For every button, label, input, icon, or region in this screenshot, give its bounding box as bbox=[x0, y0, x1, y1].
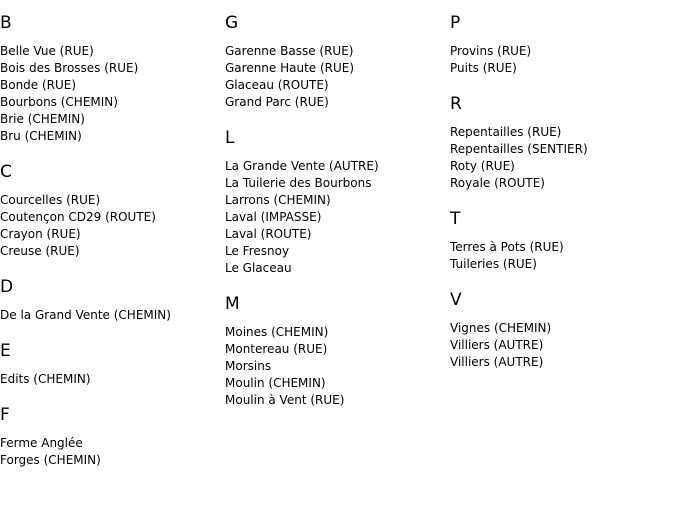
letter-heading: V bbox=[450, 290, 462, 310]
letter-heading: E bbox=[0, 341, 11, 361]
letter-heading: L bbox=[225, 128, 235, 148]
street-link[interactable]: Bourbons (CHEMIN) bbox=[0, 95, 118, 109]
street-list bbox=[0, 307, 225, 324]
letter-heading: F bbox=[0, 405, 10, 425]
street-list bbox=[450, 43, 675, 77]
street-link[interactable]: Vignes (CHEMIN) bbox=[450, 321, 552, 335]
street-link[interactable]: Royale (ROUTE) bbox=[450, 176, 545, 190]
street-link[interactable]: Moines (CHEMIN) bbox=[225, 325, 329, 339]
letter-group-p bbox=[450, 13, 675, 77]
letter-heading: M bbox=[225, 294, 240, 314]
letter-heading: P bbox=[450, 13, 461, 33]
street-link[interactable]: Villiers (AUTRE) bbox=[450, 338, 544, 352]
street-link[interactable]: Provins (RUE) bbox=[450, 44, 532, 58]
letter-group-d bbox=[0, 277, 225, 324]
street-link[interactable]: Le Fresnoy bbox=[225, 244, 290, 258]
letter-heading: T bbox=[450, 209, 461, 229]
street-link[interactable]: Grand Parc (RUE) bbox=[225, 95, 329, 109]
letter-group-g bbox=[225, 13, 450, 111]
letter-group-r bbox=[450, 94, 675, 192]
street-link[interactable]: Brie (CHEMIN) bbox=[0, 112, 85, 126]
street-link[interactable]: Crayon (RUE) bbox=[0, 227, 81, 241]
street-list bbox=[450, 124, 675, 192]
street-link[interactable]: Terres à Pots (RUE) bbox=[450, 240, 564, 254]
street-list bbox=[0, 43, 225, 145]
street-link[interactable]: Creuse (RUE) bbox=[0, 244, 80, 258]
street-link[interactable]: Repentailles (RUE) bbox=[450, 125, 562, 139]
letter-heading: R bbox=[450, 94, 462, 114]
letter-group-b bbox=[0, 13, 225, 145]
street-list bbox=[225, 158, 450, 277]
street-link[interactable]: Morsins bbox=[225, 359, 272, 373]
letter-group-l bbox=[225, 128, 450, 277]
street-link[interactable]: Courcelles (RUE) bbox=[0, 193, 101, 207]
street-index-column-1 bbox=[0, 0, 225, 469]
street-link[interactable]: De la Grand Vente (CHEMIN) bbox=[0, 308, 171, 322]
letter-group-v bbox=[450, 290, 675, 371]
letter-group-e bbox=[0, 341, 225, 388]
street-link[interactable]: Moulin à Vent (RUE) bbox=[225, 393, 345, 407]
street-link[interactable]: Garenne Basse (RUE) bbox=[225, 44, 354, 58]
street-link[interactable]: Montereau (RUE) bbox=[225, 342, 328, 356]
street-link[interactable]: Repentailles (SENTIER) bbox=[450, 142, 588, 156]
street-list bbox=[0, 192, 225, 260]
letter-heading: G bbox=[225, 13, 239, 33]
letter-group-t bbox=[450, 209, 675, 273]
street-link[interactable]: Belle Vue (RUE) bbox=[0, 44, 94, 58]
street-link[interactable]: Edits (CHEMIN) bbox=[0, 372, 91, 386]
letter-heading: B bbox=[0, 13, 12, 33]
street-link[interactable]: Puits (RUE) bbox=[450, 61, 517, 75]
letter-group-f bbox=[0, 405, 225, 469]
street-link[interactable]: Le Glaceau bbox=[225, 261, 292, 275]
street-link[interactable]: Forges (CHEMIN) bbox=[0, 453, 101, 467]
street-link[interactable]: Laval (IMPASSE) bbox=[225, 210, 322, 224]
street-link[interactable]: Moulin (CHEMIN) bbox=[225, 376, 326, 390]
street-link[interactable]: Bru (CHEMIN) bbox=[0, 129, 82, 143]
street-list bbox=[0, 371, 225, 388]
street-link[interactable]: Roty (RUE) bbox=[450, 159, 515, 173]
street-link[interactable]: Larrons (CHEMIN) bbox=[225, 193, 331, 207]
letter-heading: D bbox=[0, 277, 14, 297]
street-index-column-3 bbox=[450, 0, 675, 371]
street-link[interactable]: La Tuilerie des Bourbons bbox=[225, 176, 372, 190]
letter-group-c bbox=[0, 162, 225, 260]
street-link[interactable]: Garenne Haute (RUE) bbox=[225, 61, 355, 75]
street-link[interactable]: Villiers (AUTRE) bbox=[450, 355, 544, 369]
street-link[interactable]: Tuileries (RUE) bbox=[450, 257, 537, 271]
street-list bbox=[450, 320, 675, 371]
street-link[interactable]: Coutençon CD29 (ROUTE) bbox=[0, 210, 156, 224]
street-list bbox=[225, 43, 450, 111]
letter-heading: C bbox=[0, 162, 12, 182]
street-link[interactable]: Laval (ROUTE) bbox=[225, 227, 312, 241]
street-link[interactable]: La Grande Vente (AUTRE) bbox=[225, 159, 379, 173]
street-list bbox=[450, 239, 675, 273]
street-index-column-2 bbox=[225, 0, 450, 409]
street-link[interactable]: Bois des Brosses (RUE) bbox=[0, 61, 139, 75]
street-list bbox=[0, 435, 225, 469]
street-list bbox=[225, 324, 450, 409]
street-link[interactable]: Glaceau (ROUTE) bbox=[225, 78, 329, 92]
street-link[interactable]: Ferme Anglée bbox=[0, 436, 83, 450]
street-link[interactable]: Bonde (RUE) bbox=[0, 78, 77, 92]
letter-group-m bbox=[225, 294, 450, 409]
